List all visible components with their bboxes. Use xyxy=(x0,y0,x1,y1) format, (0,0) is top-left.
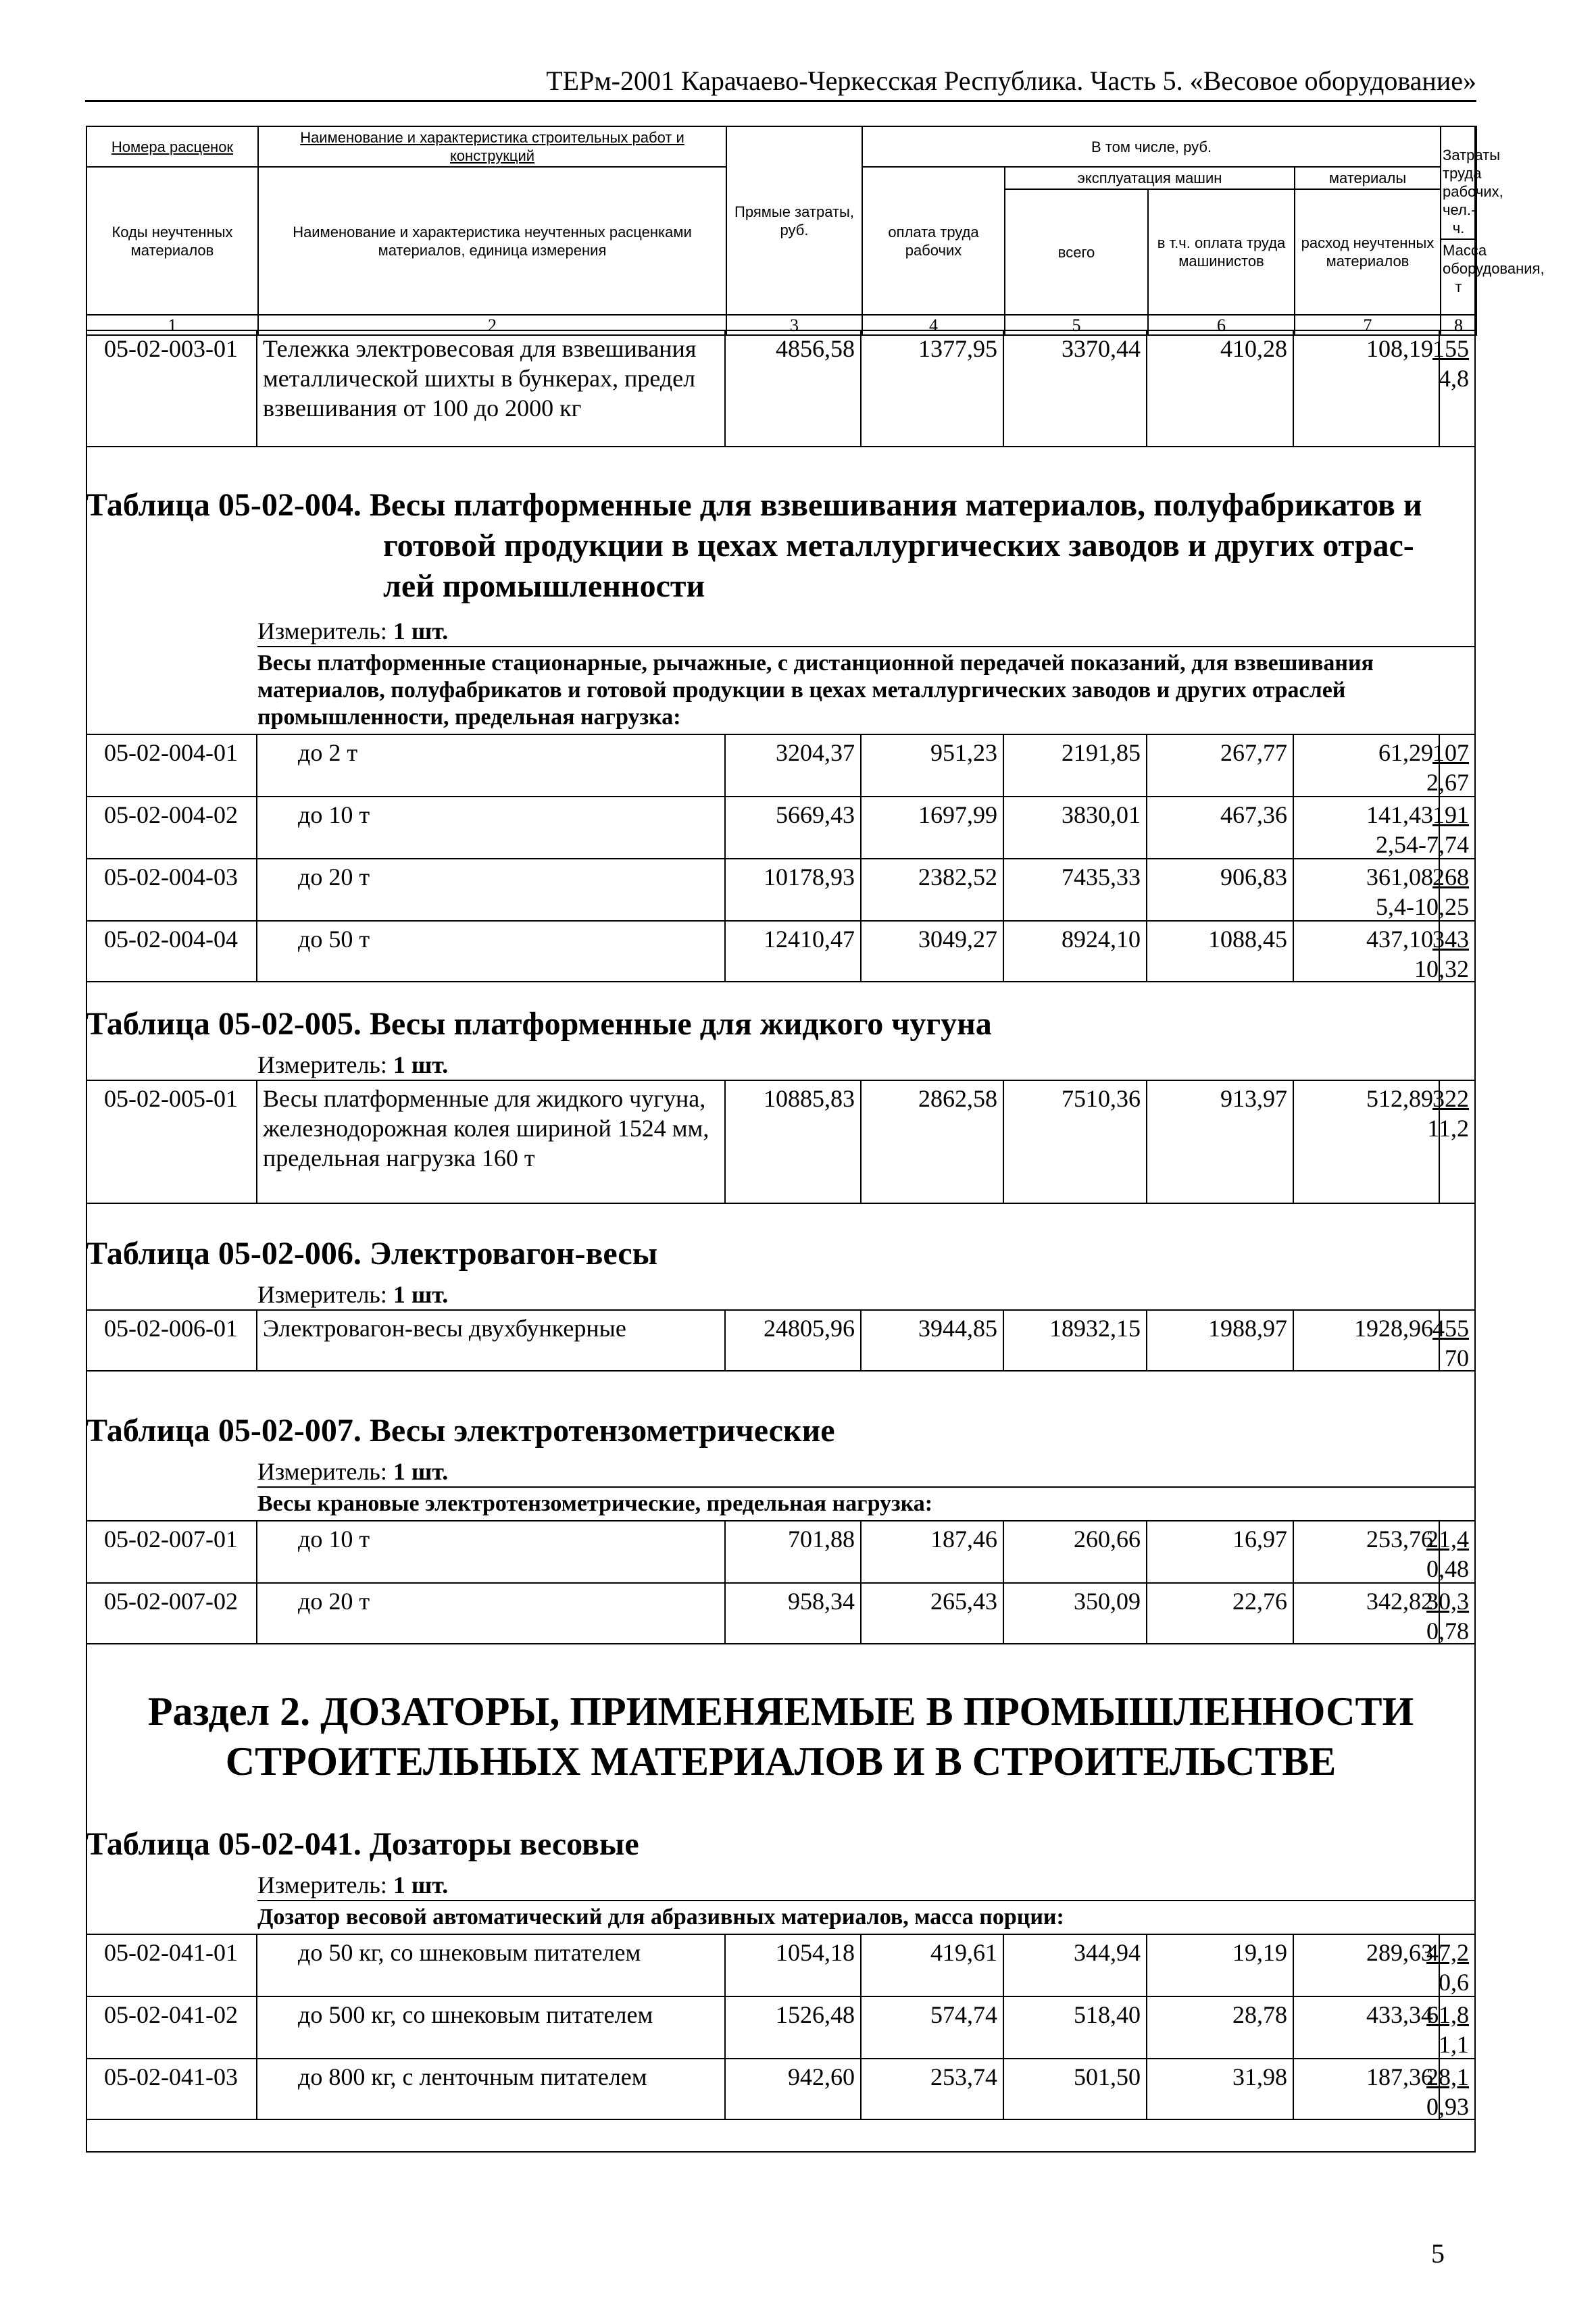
row-labor-mass: 107 2,67 xyxy=(1426,739,1469,796)
column-number: 6 xyxy=(1148,315,1295,335)
divider xyxy=(86,446,1476,447)
section-title: Раздел 2. ДОЗАТОРЫ, ПРИМЕНЯЕМЫЕ В ПРОМЫШЛЕННОСТИ СТРОИТЕЛЬНЫХ МАТЕРИАЛОВ И В СТРОИТЕЛЬСТВЕ xyxy=(147,1689,1414,1784)
column-number: 8 xyxy=(1441,315,1476,335)
row-machines: 8924,10 xyxy=(1004,922,1147,981)
row-labor-mass: 268 5,4-10,25 xyxy=(1376,863,1469,920)
header-machines-total: всего xyxy=(1005,189,1148,315)
row-machinist-wages: 22,76 xyxy=(1147,1584,1294,1643)
row-materials: 361,08 xyxy=(1294,859,1440,920)
row-machines: 2191,85 xyxy=(1004,735,1147,796)
meter: Измеритель: 1 шт. xyxy=(257,1871,449,1898)
row-name: до 10 т xyxy=(257,1521,726,1582)
table-title: Таблица 05-02-004. Весы платформенные для взвешивания материалов, полуфабрикатов и готовой продукции в цехах металлургических заводов и других отрас- лей промышленности xyxy=(86,487,1422,604)
row-machines: 350,09 xyxy=(1004,1584,1147,1643)
row-machinist-wages: 19,19 xyxy=(1147,1935,1294,1996)
row-name: до 50 кг, со шнековым питателем xyxy=(257,1935,726,1996)
row-labor-mass: 30,3 0,78 xyxy=(1426,1588,1469,1644)
row-code: 05-02-004-01 xyxy=(86,735,257,796)
row-labor-mass: 21,4 0,48 xyxy=(1426,1526,1469,1582)
table-05-02-003 xyxy=(86,330,1476,446)
header-name-bottom: Наименование и характеристика неучтенных расценками материалов, единица измерения xyxy=(258,167,726,315)
table-row xyxy=(86,920,1476,982)
meter: Измеритель: 1 шт. xyxy=(257,1281,449,1308)
row-labor-mass: 343 10,32 xyxy=(1414,926,1469,982)
page-header: ТЕРм-2001 Карачаево-Черкесская Республика. Часть 5. «Весовое оборудование» xyxy=(85,65,1476,102)
table-05-02-006 xyxy=(86,1234,1476,1372)
row-name: Весы платформенные для жидкого чугуна, железнодорожная колея шириной 1524 мм, предельная нагрузка 160 т xyxy=(257,1081,726,1203)
row-machines: 260,66 xyxy=(1004,1521,1147,1582)
row-wages: 3049,27 xyxy=(862,922,1004,981)
column-number: 1 xyxy=(86,315,258,335)
row-materials: 512,89 xyxy=(1294,1081,1440,1203)
table-title: Таблица 05-02-006. Электровагон-весы xyxy=(86,1236,658,1272)
header-labor-mass xyxy=(1441,126,1545,315)
row-machines: 7510,36 xyxy=(1004,1081,1147,1203)
row-code: 05-02-004-02 xyxy=(86,797,257,858)
row-machinist-wages: 1988,97 xyxy=(1147,1311,1294,1370)
table-title: Таблица 05-02-007. Весы электротензометрические xyxy=(86,1413,835,1449)
header-including: В том числе, руб. xyxy=(862,126,1441,167)
row-code: 05-02-041-03 xyxy=(86,2059,257,2119)
row-direct: 4856,58 xyxy=(726,331,862,446)
row-labor: 155 xyxy=(1432,335,1469,362)
header-machinist-wages: в т.ч. оплата труда машинистов xyxy=(1148,189,1295,315)
column-number: 2 xyxy=(258,315,726,335)
row-mass: 4,8 xyxy=(1439,365,1469,392)
row-wages: 3944,85 xyxy=(862,1311,1004,1370)
column-number: 3 xyxy=(726,315,862,335)
header-materials: материалы xyxy=(1295,167,1441,189)
row-name: до 10 т xyxy=(257,797,726,858)
row-code: 05-02-007-02 xyxy=(86,1584,257,1643)
column-number: 5 xyxy=(1005,315,1148,335)
table-caption: Весы крановые электротензометрические, предельная нагрузка: xyxy=(257,1486,1476,1520)
table-caption: Весы платформенные стационарные, рычажные, с дистанционной передачей показаний, для взвешивания материалов, полуфабрикатов и готовой продукции в цехах металлургических заводов и других отраслей промышленности, предельная нагрузка: xyxy=(257,646,1476,734)
row-labor-mass: 47,2 0,6 xyxy=(1426,1939,1469,1996)
row-labor-mass: 455 70 xyxy=(1432,1315,1469,1372)
row-machinist-wages: 267,77 xyxy=(1147,735,1294,796)
row-name: Тележка электровесовая для взвешивания металлической шихты в бункерах, предел взвешивания от 100 до 2000 кг xyxy=(257,331,726,446)
row-materials: 253,76 xyxy=(1294,1521,1440,1582)
row-wages: 951,23 xyxy=(862,735,1004,796)
row-name: до 500 кг, со шнековым питателем xyxy=(257,1997,726,2058)
header-materials-unaccounted: расход неучтенных материалов xyxy=(1295,189,1441,315)
row-direct: 958,34 xyxy=(726,1584,862,1643)
table-row xyxy=(86,1934,1476,1996)
table-row xyxy=(86,858,1476,920)
row-materials: 1928,96 xyxy=(1294,1311,1440,1370)
row-materials: 61,29 xyxy=(1294,735,1440,796)
row-machinist-wages: 913,97 xyxy=(1147,1081,1294,1203)
table-row xyxy=(86,2058,1476,2120)
row-materials: 187,36 xyxy=(1294,2059,1440,2119)
table-05-02-005 xyxy=(86,1004,1476,1204)
row-wages: 574,74 xyxy=(862,1997,1004,2058)
header-labor: Затраты труда рабочих, чел.-ч. xyxy=(1441,145,1476,240)
table-row xyxy=(86,796,1476,858)
row-labor-mass: 322 11,2 xyxy=(1427,1085,1469,1142)
row-name: до 20 т xyxy=(257,859,726,920)
table-05-02-004 xyxy=(86,485,1476,982)
row-direct: 24805,96 xyxy=(726,1311,862,1370)
row-labor-mass xyxy=(1432,331,1469,396)
row-name: до 800 кг, с ленточным питателем xyxy=(257,2059,726,2119)
page-number: 5 xyxy=(1431,2238,1445,2269)
row-code: 05-02-004-03 xyxy=(86,859,257,920)
row-machines: 7435,33 xyxy=(1004,859,1147,920)
row-machinist-wages: 31,98 xyxy=(1147,2059,1294,2119)
table-title: Таблица 05-02-005. Весы платформенные для жидкого чугуна xyxy=(86,1006,992,1042)
column-number: 4 xyxy=(862,315,1005,335)
header-machines: эксплуатация машин xyxy=(1005,167,1295,189)
row-code: 05-02-006-01 xyxy=(86,1311,257,1370)
row-code: 05-02-005-01 xyxy=(86,1081,257,1203)
row-machines: 3370,44 xyxy=(1004,331,1147,446)
row-machines: 518,40 xyxy=(1004,1997,1147,2058)
header-direct: Прямые затраты, руб. xyxy=(726,126,862,315)
table-title: Таблица 05-02-041. Дозаторы весовые xyxy=(86,1826,639,1862)
row-machinist-wages: 906,83 xyxy=(1147,859,1294,920)
row-machinist-wages: 28,78 xyxy=(1147,1997,1294,2058)
row-wages: 253,74 xyxy=(862,2059,1004,2119)
meter: Измеритель: 1 шт. xyxy=(257,1458,449,1485)
row-direct: 1526,48 xyxy=(726,1997,862,2058)
header-wages: оплата труда рабочих xyxy=(862,167,1005,315)
row-materials: 437,10 xyxy=(1294,922,1440,981)
row-labor-mass: 61,8 1,1 xyxy=(1426,2001,1469,2058)
row-wages: 187,46 xyxy=(862,1521,1004,1582)
row-labor-mass: 28,1 0,93 xyxy=(1426,2063,1469,2120)
row-name: Электровагон-весы двухбункерные xyxy=(257,1311,726,1370)
meter: Измеритель: 1 шт. xyxy=(257,618,449,645)
header-codes-top: Номера расценок xyxy=(86,126,258,167)
header-codes-bottom: Коды неучтенных материалов xyxy=(86,167,258,315)
row-code: 05-02-004-04 xyxy=(86,922,257,981)
column-header-table xyxy=(86,126,1545,336)
row-machinist-wages: 467,36 xyxy=(1147,797,1294,858)
row-machines: 344,94 xyxy=(1004,1935,1147,1996)
table-row xyxy=(86,1520,1476,1582)
row-direct: 5669,43 xyxy=(726,797,862,858)
header-mass: Масса оборудования, т xyxy=(1443,241,1545,295)
row-code: 05-02-041-02 xyxy=(86,1997,257,2058)
meter: Измеритель: 1 шт. xyxy=(257,1051,449,1078)
row-direct: 701,88 xyxy=(726,1521,862,1582)
row-direct: 12410,47 xyxy=(726,922,862,981)
row-machinist-wages: 16,97 xyxy=(1147,1521,1294,1582)
row-machines: 3830,01 xyxy=(1004,797,1147,858)
table-row xyxy=(86,734,1476,796)
row-code: 05-02-041-01 xyxy=(86,1935,257,1996)
row-name: до 2 т xyxy=(257,735,726,796)
row-machinist-wages: 410,28 xyxy=(1147,331,1294,446)
column-number: 7 xyxy=(1295,315,1441,335)
table-row xyxy=(86,1080,1476,1204)
row-direct: 1054,18 xyxy=(726,1935,862,1996)
row-wages: 1377,95 xyxy=(862,331,1004,446)
row-code: 05-02-003-01 xyxy=(86,331,257,446)
row-name: до 50 т xyxy=(257,922,726,981)
table-row xyxy=(86,1309,1476,1372)
header-name-top: Наименование и характеристика строительных работ и конструкций xyxy=(258,126,726,167)
table-05-02-007 xyxy=(86,1411,1476,1644)
table-row xyxy=(86,1582,1476,1644)
table-row xyxy=(86,330,1476,446)
row-name: до 20 т xyxy=(257,1584,726,1643)
row-code: 05-02-007-01 xyxy=(86,1521,257,1582)
row-wages: 265,43 xyxy=(862,1584,1004,1643)
row-direct: 3204,37 xyxy=(726,735,862,796)
row-wages: 419,61 xyxy=(862,1935,1004,1996)
row-direct: 10885,83 xyxy=(726,1081,862,1203)
table-row xyxy=(86,1996,1476,2058)
row-machinist-wages: 1088,45 xyxy=(1147,922,1294,981)
row-machines: 18932,15 xyxy=(1004,1311,1147,1370)
row-materials: 342,82 xyxy=(1294,1584,1440,1643)
row-direct: 10178,93 xyxy=(726,859,862,920)
row-wages: 2382,52 xyxy=(862,859,1004,920)
table-caption: Дозатор весовой автоматический для абразивных материалов, масса порции: xyxy=(257,1900,1476,1934)
table-05-02-041 xyxy=(86,1824,1476,2120)
row-materials: 108,19 xyxy=(1294,331,1440,446)
row-materials: 289,63 xyxy=(1294,1935,1440,1996)
row-materials: 141,43 xyxy=(1294,797,1440,858)
row-labor-mass: 191 2,54-7,74 xyxy=(1376,801,1469,858)
row-materials: 433,34 xyxy=(1294,1997,1440,2058)
row-direct: 942,60 xyxy=(726,2059,862,2119)
row-wages: 1697,99 xyxy=(862,797,1004,858)
row-wages: 2862,58 xyxy=(862,1081,1004,1203)
row-machines: 501,50 xyxy=(1004,2059,1147,2119)
